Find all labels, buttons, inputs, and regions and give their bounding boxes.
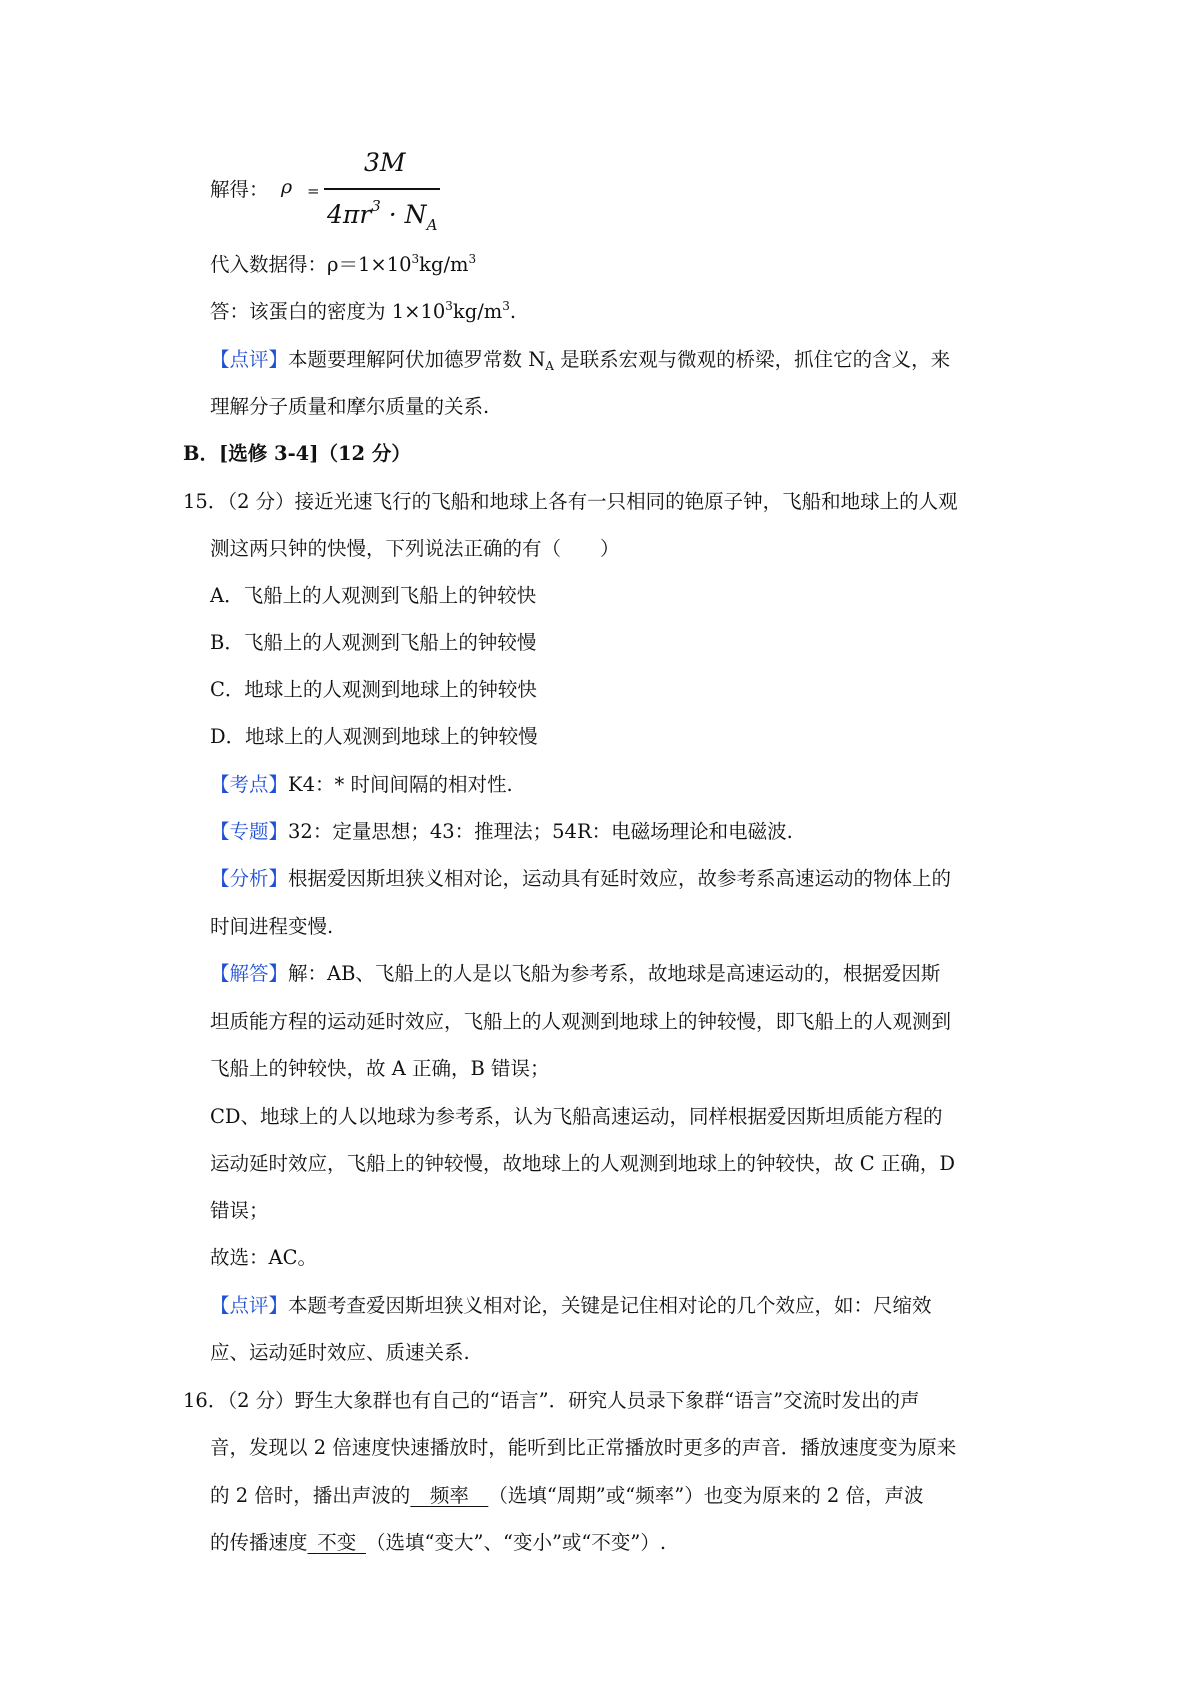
q15-option-c: C．地球上的人观测到地球上的钟较快 — [210, 678, 537, 701]
answer-line: 答：该蛋白的密度为 $1\times 10^3kg/m^3$. — [210, 299, 517, 323]
q16-answer-blank-1: 频率 — [429, 1484, 469, 1507]
substitute-line: 代入数据得：$\rho=1\times 10^3kg/m^3$ — [210, 252, 477, 276]
q15-jieda-line5: 运动延时效应，飞船上的钟较慢，故地球上的人观测到地球上的钟较快，故 C 正确，D — [210, 1152, 955, 1175]
equals-sign: = — [307, 182, 320, 200]
q15-jieda-line7: 故选：AC。 — [210, 1246, 318, 1269]
q15-dianping-line2: 应、运动延时效应、质速关系. — [210, 1341, 470, 1364]
q15-fenxi-line1: 【分析】根据爱因斯坦狭义相对论，运动具有延时效应，故参考系高速运动的物体上的 — [210, 867, 952, 890]
q15-stem-line1: 15．（2 分）接近光速飞行的飞船和地球上各有一只相同的铯原子钟，飞船和地球上的人观 — [183, 490, 958, 513]
q16-line3: 的 2 倍时，播出声波的 频率 （选填“周期”或“频率”）也变为原来的 2 倍，声波 — [210, 1484, 924, 1507]
formula-label: 解得： — [210, 178, 269, 201]
comment14-line1: 【点评】本题要理解阿伏加德罗常数 $N_A$ 是联系宏观与微观的桥梁，抓住它的含义，来 — [210, 348, 951, 373]
formula-denominator: $4\pi r^3 \cdot N_A$ — [327, 197, 438, 234]
q15-kaodian: 【考点】K4：* 时间间隔的相对性. — [210, 773, 513, 796]
q16-line4: 的传播速度 不变 （选填“变大”、“变小”或“不变”）. — [210, 1531, 667, 1554]
q15-option-a: A．飞船上的人观测到飞船上的钟较快 — [210, 584, 537, 607]
q16-line2: 音，发现以 2 倍速度快速播放时，能听到比正常播放时更多的声音．播放速度变为原来 — [210, 1436, 957, 1459]
section-b-heading: B．[选修 3-4]（12 分） — [183, 442, 411, 465]
q15-zhuanti: 【专题】32：定量思想；43：推理法；54R：电磁场理论和电磁波. — [210, 820, 793, 843]
q15-option-b: B．飞船上的人观测到飞船上的钟较慢 — [210, 631, 537, 654]
fraction-bar — [324, 188, 440, 190]
comment-tag: 【点评】 — [210, 348, 289, 371]
q15-dianping-line1: 【点评】本题考查爱因斯坦狭义相对论，关键是记住相对论的几个效应，如：尺缩效 — [210, 1294, 932, 1317]
q16-line1: 16．（2 分）野生大象群也有自己的“语言”．研究人员录下象群“语言”交流时发出的声 — [183, 1389, 920, 1412]
formula-numerator: 3M — [364, 148, 406, 177]
q16-answer-blank-2: 不变 — [317, 1531, 357, 1554]
q15-jieda-line4: CD、地球上的人以地球为参考系，认为飞船高速运动，同样根据爱因斯坦质能方程的 — [210, 1105, 943, 1128]
q15-jieda-line2: 坦质能方程的运动延时效应，飞船上的人观测到地球上的钟较慢，即飞船上的人观测到 — [210, 1010, 952, 1033]
comment14-line2: 理解分子质量和摩尔质量的关系. — [210, 395, 490, 418]
q15-jieda-line6: 错误； — [210, 1199, 269, 1222]
q15-option-d: D．地球上的人观测到地球上的钟较慢 — [210, 725, 538, 748]
q15-jieda-line1: 【解答】解：AB、飞船上的人是以飞船为参考系，故地球是高速运动的，根据爱因斯 — [210, 962, 941, 985]
rho-symbol: ρ — [281, 176, 293, 198]
q15-jieda-line3: 飞船上的钟较快，故 A 正确，B 错误； — [210, 1057, 550, 1080]
q15-stem-line2: 测这两只钟的快慢，下列说法正确的有（ ） — [210, 537, 620, 560]
q15-fenxi-line2: 时间进程变慢. — [210, 915, 334, 938]
